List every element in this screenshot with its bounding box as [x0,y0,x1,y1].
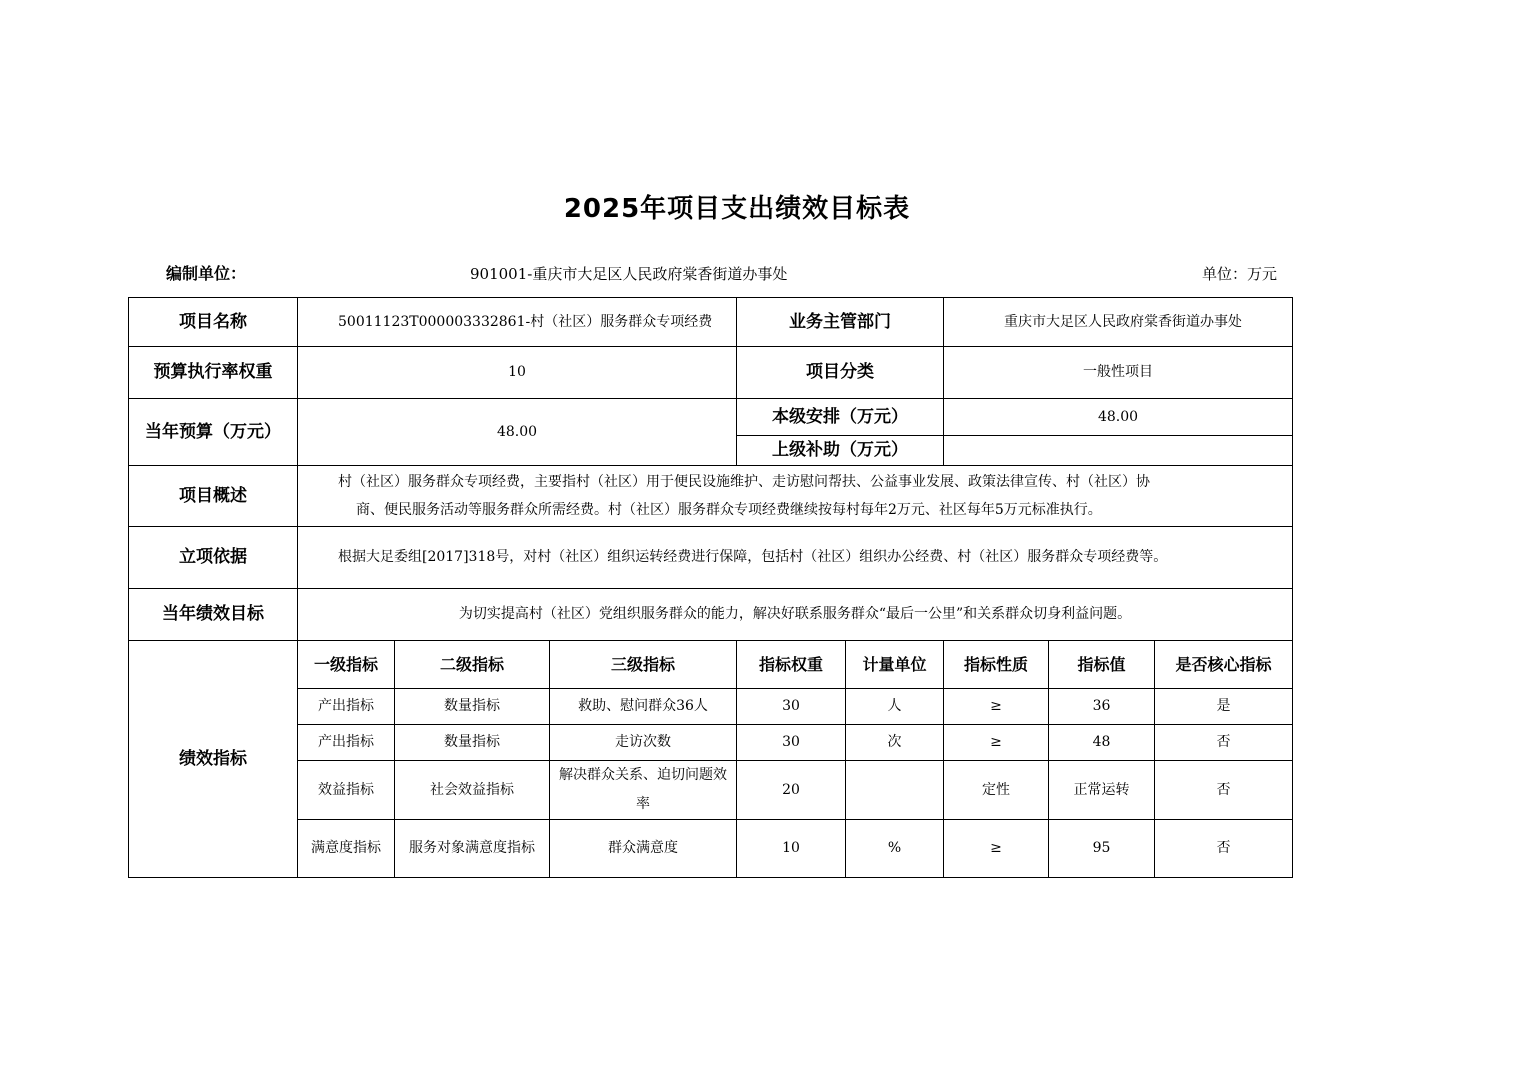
dept-value: 重庆市大足区人民政府棠香街道办事处 [944,298,1293,347]
currency-unit: 单位：万元 [1202,265,1278,283]
row3-core: 否 [1155,761,1293,820]
row1-level3: 救助、慰问群众36人 [550,689,737,725]
row1-level2: 数量指标 [395,689,550,725]
header-level3: 三级指标 [550,641,737,689]
overview-line-1: 村（社区）服务群众专项经费，主要指村（社区）用于便民设施维护、走访慰问帮扶、公益事业发展、政策法律宣传、村（社区）协 [338,474,1150,490]
local-value: 48.00 [944,399,1293,436]
project-name-label: 项目名称 [129,298,298,347]
row4-level1: 满意度指标 [298,820,395,878]
row4-level2: 服务对象满意度指标 [395,820,550,878]
row4-weight: 10 [737,820,846,878]
row3-value: 正常运转 [1049,761,1155,820]
row2-unit: 次 [846,725,944,761]
header-nature: 指标性质 [944,641,1049,689]
row3-weight: 20 [737,761,846,820]
overview-value [298,466,1293,527]
row2-level2: 数量指标 [395,725,550,761]
row2-core: 否 [1155,725,1293,761]
row3-level2: 社会效益指标 [395,761,550,820]
dept-label: 业务主管部门 [737,298,944,347]
category-label: 项目分类 [737,347,944,399]
header-unit: 计量单位 [846,641,944,689]
row1-weight: 30 [737,689,846,725]
row1-nature: ≥ [944,689,1049,725]
row1-value: 36 [1049,689,1155,725]
basis-value: 根据大足委组[2017]318号，对村（社区）组织运转经费进行保障，包括村（社区）组织办公经费、村（社区）服务群众专项经费等。 [298,527,1293,589]
header-level1: 一级指标 [298,641,395,689]
table-row [129,820,1293,878]
row4-core: 否 [1155,820,1293,878]
indicators-label: 绩效指标 [129,641,298,878]
subsidy-label: 上级补助（万元） [737,436,944,466]
row4-unit: % [846,820,944,878]
local-label: 本级安排（万元） [737,399,944,436]
overview-label: 项目概述 [129,466,298,527]
row4-value: 95 [1049,820,1155,878]
overview-line-2: 商、便民服务活动等服务群众所需经费。村（社区）服务群众专项经费继续按每村每年2万元、社区每年5万元标准执行。 [356,502,1102,518]
row1-core: 是 [1155,689,1293,725]
project-name-value: 50011123T000003332861-村（社区）服务群众专项经费 [298,298,737,347]
row2-level3: 走访次数 [550,725,737,761]
row2-weight: 30 [737,725,846,761]
row2-value: 48 [1049,725,1155,761]
goal-label: 当年绩效目标 [129,589,298,641]
row3-level1: 效益指标 [298,761,395,820]
subsidy-value [944,436,1293,466]
goal-value: 为切实提高村（社区）党组织服务群众的能力，解决好联系服务群众“最后一公里”和关系群众切身利益问题。 [298,589,1293,641]
header-value: 指标值 [1049,641,1155,689]
row2-nature: ≥ [944,725,1049,761]
weight-label: 预算执行率权重 [129,347,298,399]
compiling-unit-label: 编制单位： [166,264,247,283]
row1-level1: 产出指标 [298,689,395,725]
table-row [129,689,1293,725]
table-row [129,761,1293,820]
basis-label: 立项依据 [129,527,298,589]
header-core: 是否核心指标 [1155,641,1293,689]
table-row [129,725,1293,761]
row4-nature: ≥ [944,820,1049,878]
budget-label: 当年预算（万元） [129,399,298,466]
header-level2: 二级指标 [395,641,550,689]
row4-level3: 群众满意度 [550,820,737,878]
weight-value: 10 [298,347,737,399]
row1-unit: 人 [846,689,944,725]
header-weight: 指标权重 [737,641,846,689]
compiling-unit-name: 901001-重庆市大足区人民政府棠香街道办事处 [470,265,788,283]
row2-level1: 产出指标 [298,725,395,761]
row3-unit [846,761,944,820]
budget-value: 48.00 [298,399,737,466]
row3-level3: 解决群众关系、迫切问题效率 [550,761,737,820]
page-title: 2025年项目支出绩效目标表 [563,194,911,224]
category-value: 一般性项目 [944,347,1293,399]
row3-nature: 定性 [944,761,1049,820]
performance-target-table [128,297,1293,878]
